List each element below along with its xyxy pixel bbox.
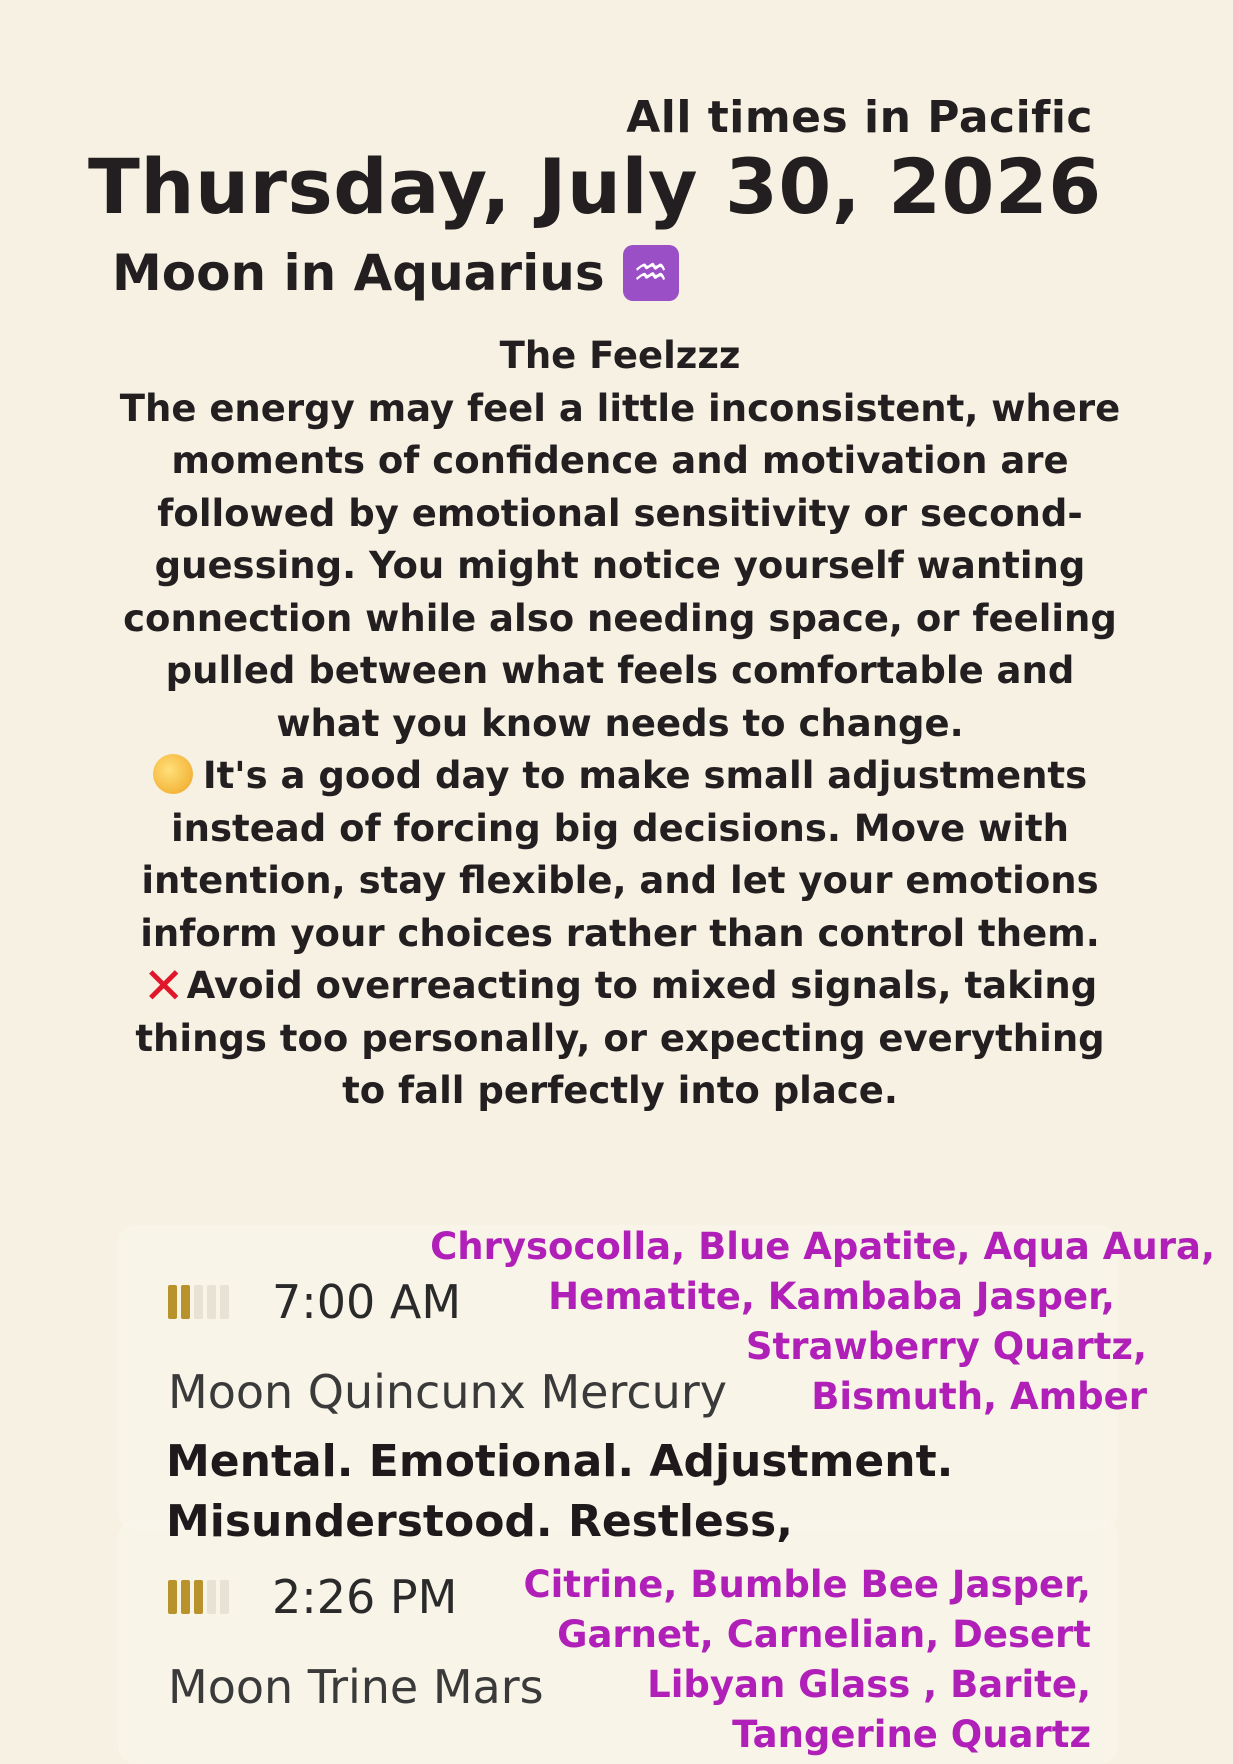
strength-bar <box>194 1580 203 1614</box>
feelz-avoid-text: Avoid overreacting to mixed signals, taking things too personally, or expecting everything to fall perfectly into place. <box>135 964 1105 1112</box>
strength-bar <box>220 1285 229 1319</box>
strength-bar <box>220 1580 229 1614</box>
crystal-line: Hematite, Kambaba Jasper, <box>548 1275 1115 1318</box>
crystal-line: Citrine, Bumble Bee Jasper, <box>523 1563 1091 1606</box>
aquarius-icon: ♒ <box>623 245 679 301</box>
strength-bar <box>168 1580 177 1614</box>
aspect-name: Moon Trine Mars <box>168 1660 544 1714</box>
crystal-line: Strawberry Quartz, <box>745 1325 1147 1368</box>
strength-bar <box>181 1285 190 1319</box>
keywords-line: Mental. Emotional. Adjustment. <box>166 1436 954 1487</box>
strength-bar <box>181 1580 190 1614</box>
feelz-paragraph: The energy may feel a little inconsistent, where moments of confidence and motivation are followed by emotional sensitivity or second-guessing. You might notice yourself wanting connection while also needing space, or feeling pulled between what feels comfortable and what you know needs to change. <box>119 386 1121 745</box>
aspect-time: 2:26 PM <box>272 1570 458 1624</box>
crystal-line: Garnet, Carnelian, Desert <box>557 1613 1091 1656</box>
strength-bar <box>207 1580 216 1614</box>
feelz-advice-text: It's a good day to make small adjustments instead of forcing big decisions. Move with intention, stay flexible, and let your emotions inform your choices rather than control them. <box>140 754 1100 955</box>
sun-icon <box>153 754 193 794</box>
aspect-time: 7:00 AM <box>272 1275 462 1329</box>
feelz-section <box>110 330 1130 1118</box>
feelz-advice <box>110 750 1130 960</box>
aspect-keywords <box>166 1432 1066 1552</box>
date-title: Thursday, July 30, 2026 <box>88 142 1102 231</box>
keywords-line: Misunderstood. Restless, <box>166 1496 793 1547</box>
crystal-line: Bismuth, Amber <box>811 1375 1147 1418</box>
strength-meter <box>168 1285 229 1319</box>
timezone-note: All times in Pacific <box>626 92 1093 143</box>
crystal-line: Chrysocolla, Blue Apatite, Aqua Aura, <box>430 1225 1215 1268</box>
feelz-avoid <box>110 957 1130 1118</box>
feelz-heading: The Feelzzz <box>499 334 741 377</box>
crystal-list <box>523 1560 1091 1760</box>
x-icon: ✕ <box>142 957 185 1015</box>
strength-bar <box>207 1285 216 1319</box>
crystal-line: Tangerine Quartz <box>732 1713 1091 1756</box>
moon-sign-label: Moon in Aquarius <box>112 244 605 302</box>
strength-meter <box>168 1580 229 1614</box>
moon-sign <box>112 244 679 302</box>
strength-bar <box>194 1285 203 1319</box>
crystal-line: Libyan Glass , Barite, <box>647 1663 1091 1706</box>
strength-bar <box>168 1285 177 1319</box>
aspect-name: Moon Quincunx Mercury <box>168 1365 727 1419</box>
crystal-list <box>430 1222 1215 1422</box>
